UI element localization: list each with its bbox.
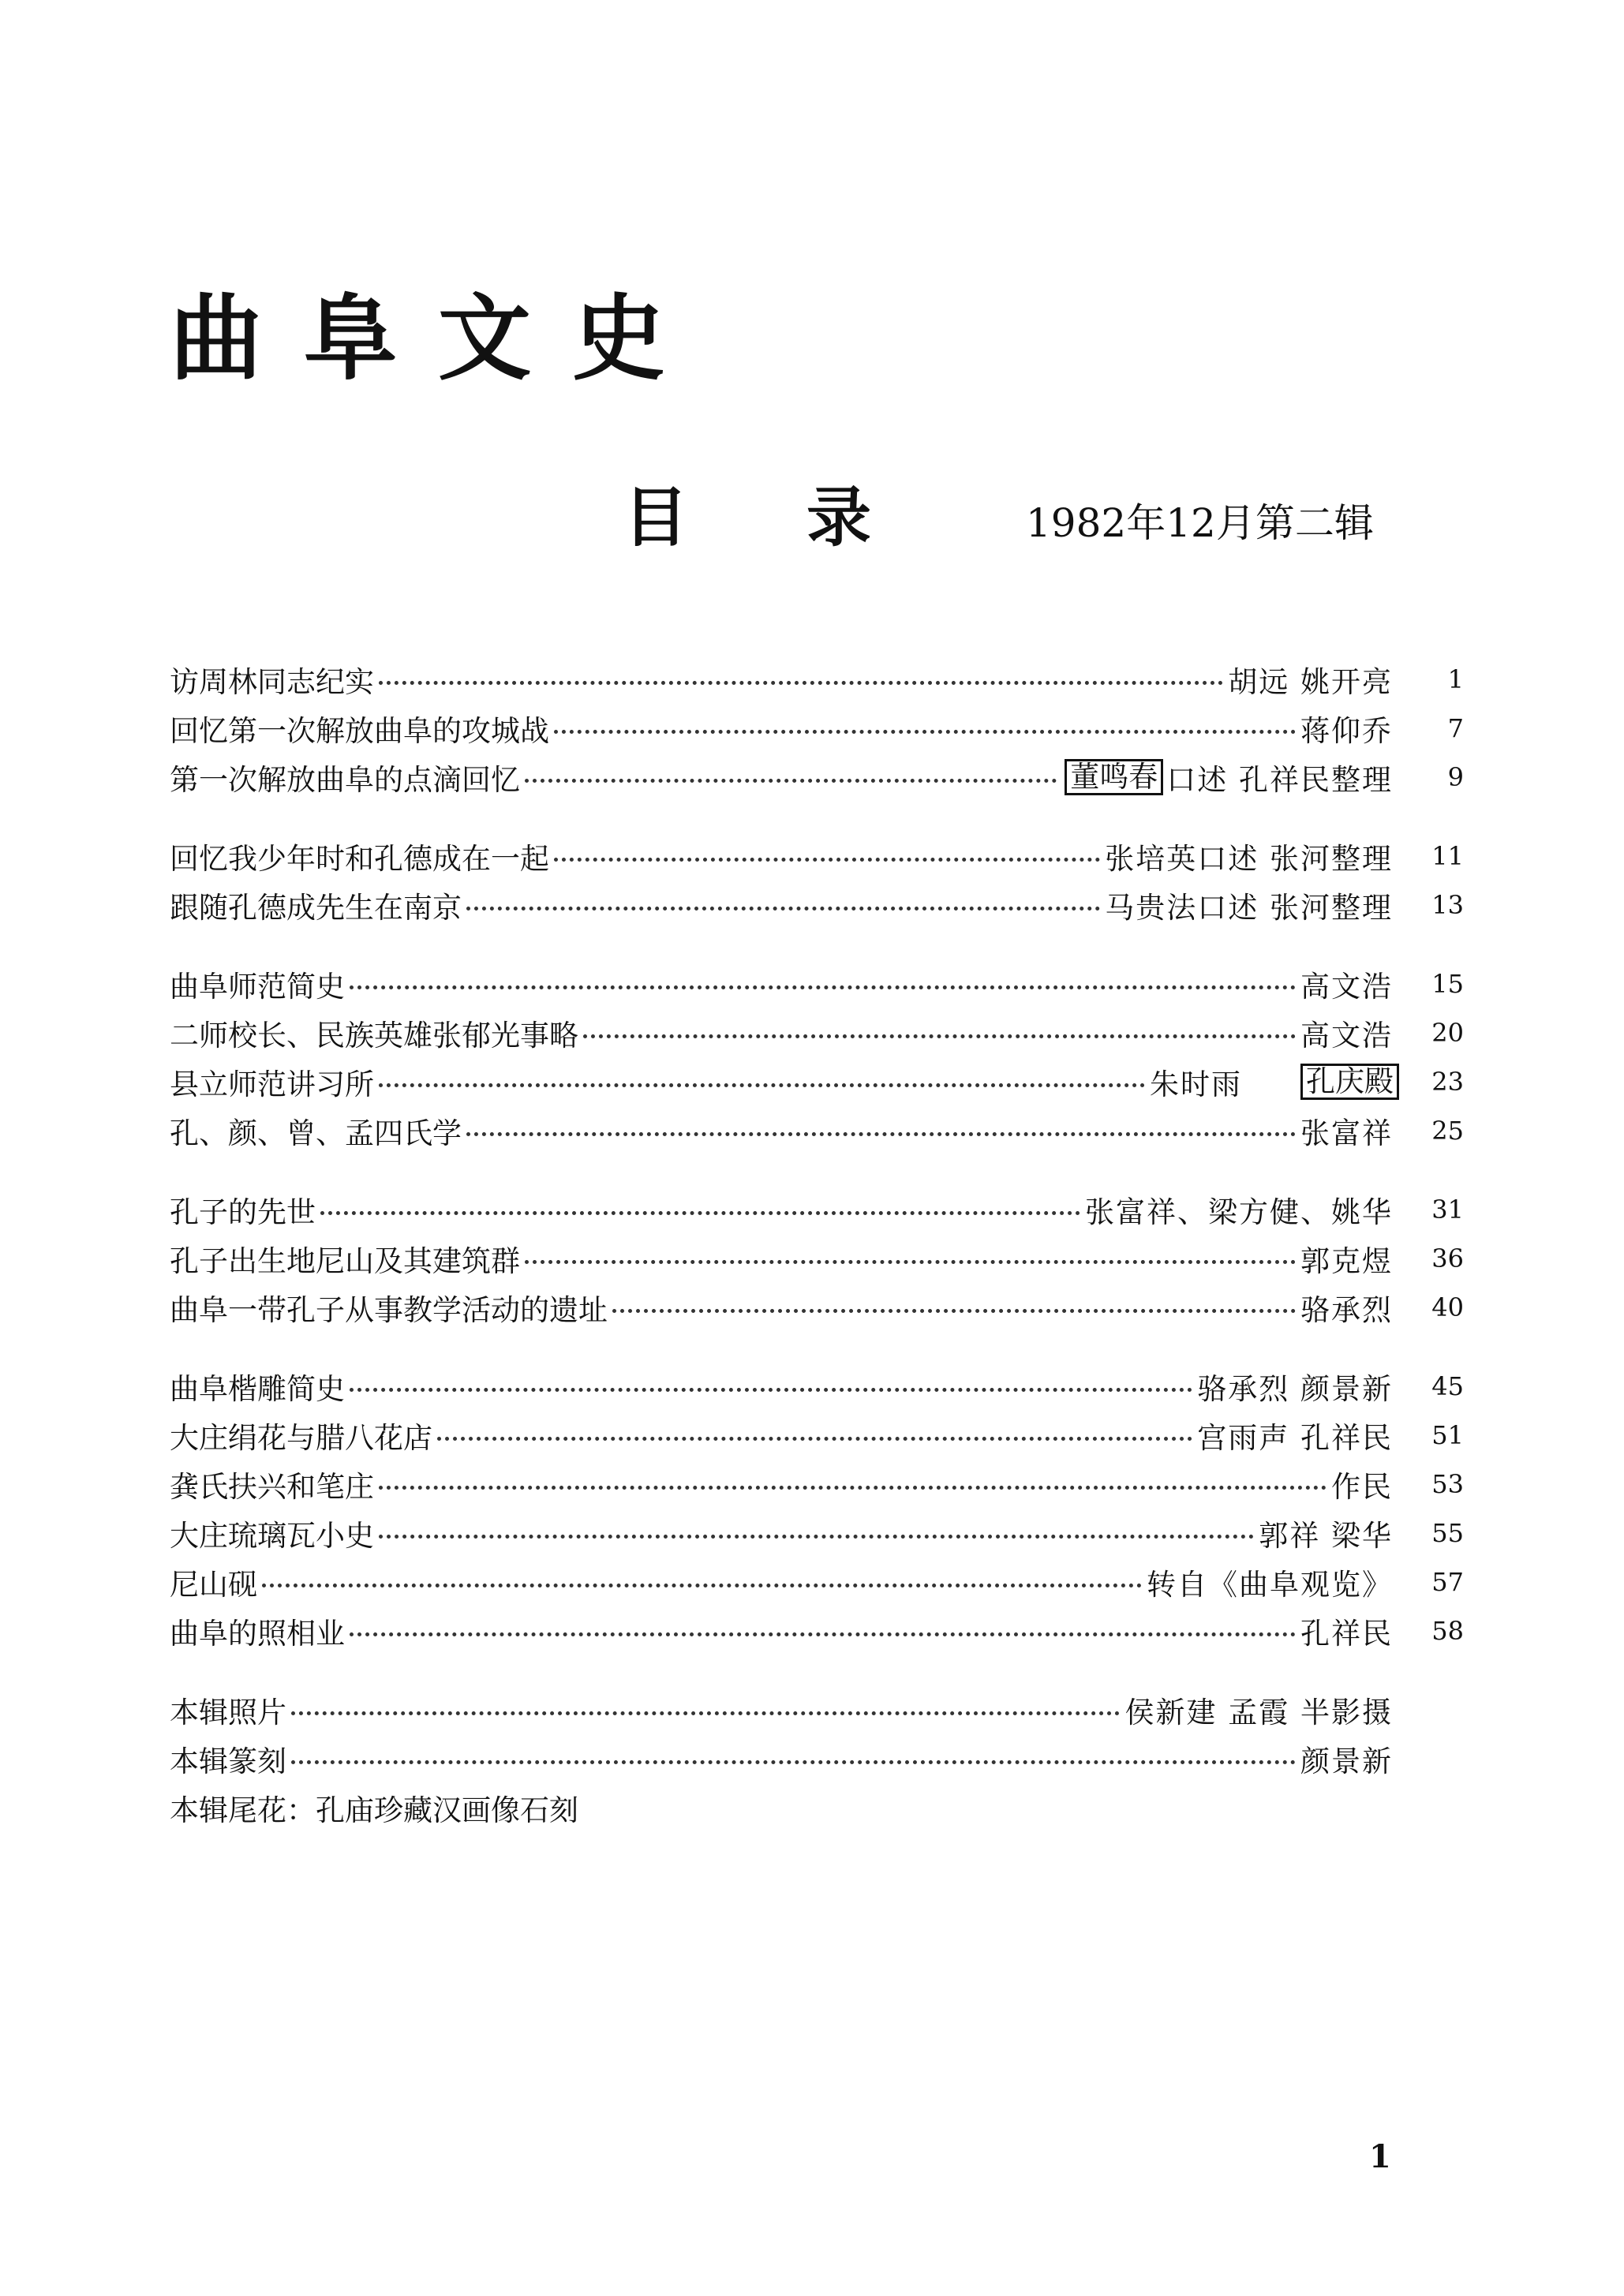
toc-entry[interactable] bbox=[170, 959, 1464, 1008]
entry-page: 25 bbox=[1431, 1116, 1464, 1146]
credit-entry bbox=[170, 1734, 1464, 1783]
entry-page: 11 bbox=[1431, 841, 1464, 871]
entry-author: 高文浩 bbox=[1300, 970, 1393, 1004]
entry-title: 县立师范讲习所 bbox=[170, 1068, 374, 1101]
entry-author: 骆承烈 颜景新 bbox=[1197, 1372, 1393, 1406]
boxed-author-name: 董鸣春 bbox=[1065, 759, 1163, 796]
entry-title: 回忆我少年时和孔德成在一起 bbox=[170, 842, 549, 876]
entry-author: 马贵法口述 张河整理 bbox=[1105, 891, 1393, 925]
credit-author: 颜景新 bbox=[1300, 1744, 1393, 1778]
entry-title: 孔子出生地尼山及其建筑群 bbox=[170, 1244, 520, 1278]
dot-leader bbox=[291, 1760, 1296, 1764]
credit-author: 侯新建 孟霞 半影摄 bbox=[1124, 1696, 1393, 1729]
entry-author: 胡远 姚开亮 bbox=[1228, 665, 1393, 699]
entry-author: 蒋仰乔 bbox=[1300, 714, 1393, 748]
table-of-contents bbox=[170, 655, 1464, 1862]
entry-title: 龚氏扶兴和笔庄 bbox=[170, 1470, 374, 1504]
entry-page: 13 bbox=[1431, 890, 1464, 920]
toc-entry[interactable] bbox=[170, 1606, 1464, 1655]
entry-title: 孔子的先世 bbox=[170, 1195, 316, 1229]
tailpiece-note: 本辑尾花：孔庙珍藏汉画像石刻 bbox=[170, 1793, 578, 1827]
entry-page: 23 bbox=[1431, 1067, 1464, 1097]
toc-entry[interactable] bbox=[170, 1008, 1464, 1057]
boxed-author-name: 孔庆殿 bbox=[1300, 1064, 1399, 1101]
toc-entry[interactable] bbox=[170, 1185, 1464, 1234]
dot-leader bbox=[379, 1486, 1327, 1490]
entry-page: 9 bbox=[1447, 762, 1464, 792]
toc-group bbox=[170, 832, 1464, 929]
entry-page: 45 bbox=[1431, 1371, 1464, 1401]
toc-heading-char-2: 录 bbox=[806, 480, 872, 555]
dot-leader bbox=[350, 985, 1296, 989]
entry-title: 第一次解放曲阜的点滴回忆 bbox=[170, 763, 520, 797]
dot-leader bbox=[612, 1309, 1296, 1313]
entry-page: 53 bbox=[1431, 1469, 1464, 1499]
page-number: 1 bbox=[1369, 2138, 1391, 2175]
entry-title: 曲阜一带孔子从事教学活动的遗址 bbox=[170, 1293, 608, 1327]
toc-group bbox=[170, 959, 1464, 1155]
credits-section bbox=[170, 1685, 1464, 1832]
credit-entry bbox=[170, 1685, 1464, 1734]
dot-leader bbox=[466, 1132, 1296, 1136]
entry-page: 7 bbox=[1447, 713, 1464, 743]
toc-entry[interactable] bbox=[170, 655, 1464, 704]
entry-title: 访周林同志纪实 bbox=[170, 665, 374, 699]
credit-entry bbox=[170, 1783, 1464, 1832]
dot-leader bbox=[291, 1711, 1120, 1715]
toc-heading bbox=[623, 480, 872, 555]
toc-group bbox=[170, 1185, 1464, 1332]
issue-label: 1982年12月第二辑 bbox=[1026, 500, 1374, 546]
journal-title: 曲阜文史 bbox=[170, 283, 707, 393]
entry-page: 20 bbox=[1431, 1018, 1464, 1048]
entry-page: 57 bbox=[1431, 1567, 1464, 1597]
entry-author: 作民 bbox=[1331, 1470, 1393, 1504]
dot-leader bbox=[320, 1211, 1080, 1215]
toc-heading-char-1: 目 bbox=[623, 480, 689, 555]
dot-leader bbox=[350, 1632, 1296, 1636]
entry-author: 高文浩 bbox=[1300, 1019, 1393, 1053]
entry-title: 大庄绢花与腊八花店 bbox=[170, 1421, 432, 1455]
entry-title: 跟随孔德成先生在南京 bbox=[170, 891, 462, 925]
entry-author: 骆承烈 bbox=[1300, 1293, 1393, 1327]
entry-page: 40 bbox=[1431, 1292, 1464, 1322]
entry-page: 58 bbox=[1431, 1616, 1464, 1646]
entry-author: 转自《曲阜观览》 bbox=[1147, 1568, 1393, 1602]
dot-leader bbox=[350, 1388, 1192, 1392]
entry-page: 31 bbox=[1431, 1195, 1464, 1225]
toc-entry[interactable] bbox=[170, 1057, 1464, 1106]
entry-author: 宫雨声 孔祥民 bbox=[1197, 1421, 1393, 1455]
dot-leader bbox=[379, 1535, 1254, 1539]
entry-page: 51 bbox=[1431, 1420, 1464, 1450]
credit-title: 本辑篆刻 bbox=[170, 1744, 286, 1778]
toc-entry[interactable] bbox=[170, 881, 1464, 929]
entry-author: 张培英口述 张河整理 bbox=[1105, 842, 1393, 876]
toc-entry[interactable] bbox=[170, 1557, 1464, 1606]
dot-leader bbox=[466, 907, 1100, 911]
entry-title: 回忆第一次解放曲阜的攻城战 bbox=[170, 714, 549, 748]
dot-leader bbox=[583, 1034, 1296, 1038]
toc-group bbox=[170, 655, 1464, 802]
entry-title: 大庄琉璃瓦小史 bbox=[170, 1519, 374, 1553]
dot-leader bbox=[525, 779, 1057, 783]
toc-entry[interactable] bbox=[170, 1106, 1464, 1155]
entry-title: 曲阜师范简史 bbox=[170, 970, 345, 1004]
entry-title: 孔、颜、曾、孟四氏学 bbox=[170, 1116, 462, 1150]
toc-entry[interactable] bbox=[170, 1362, 1464, 1411]
dot-leader bbox=[554, 730, 1296, 734]
credit-title: 本辑照片 bbox=[170, 1696, 286, 1729]
entry-page: 15 bbox=[1431, 969, 1464, 999]
dot-leader bbox=[525, 1260, 1296, 1264]
entry-author: 张富祥、梁方健、姚华 bbox=[1085, 1195, 1393, 1229]
entry-title: 曲阜楷雕简史 bbox=[170, 1372, 345, 1406]
entry-title: 二师校长、民族英雄张郁光事略 bbox=[170, 1019, 578, 1053]
toc-entry[interactable] bbox=[170, 1411, 1464, 1460]
entry-author: 孔祥民 bbox=[1300, 1617, 1393, 1651]
toc-entry[interactable] bbox=[170, 704, 1464, 753]
entry-title: 曲阜的照相业 bbox=[170, 1617, 345, 1651]
toc-entry[interactable] bbox=[170, 1234, 1464, 1283]
toc-entry[interactable] bbox=[170, 753, 1464, 802]
entry-author: 郭克煜 bbox=[1300, 1244, 1393, 1278]
dot-leader bbox=[379, 1083, 1145, 1087]
entry-page: 36 bbox=[1431, 1243, 1464, 1273]
entry-author: 郭祥 梁华 bbox=[1259, 1519, 1393, 1553]
dot-leader bbox=[554, 858, 1100, 862]
toc-group bbox=[170, 1362, 1464, 1655]
toc-entry[interactable] bbox=[170, 1509, 1464, 1557]
entry-title: 尼山砚 bbox=[170, 1568, 257, 1602]
entry-author: 朱时雨 bbox=[1150, 1068, 1242, 1101]
toc-entry[interactable] bbox=[170, 832, 1464, 881]
dot-leader bbox=[379, 681, 1223, 685]
dot-leader bbox=[437, 1437, 1192, 1441]
entry-page: 55 bbox=[1431, 1518, 1464, 1548]
entry-page: 1 bbox=[1447, 664, 1464, 694]
entry-author: 口述 孔祥民整理 bbox=[1166, 763, 1393, 797]
entry-author: 张富祥 bbox=[1300, 1116, 1393, 1150]
toc-entry[interactable] bbox=[170, 1460, 1464, 1509]
dot-leader bbox=[262, 1584, 1142, 1587]
toc-entry[interactable] bbox=[170, 1283, 1464, 1332]
